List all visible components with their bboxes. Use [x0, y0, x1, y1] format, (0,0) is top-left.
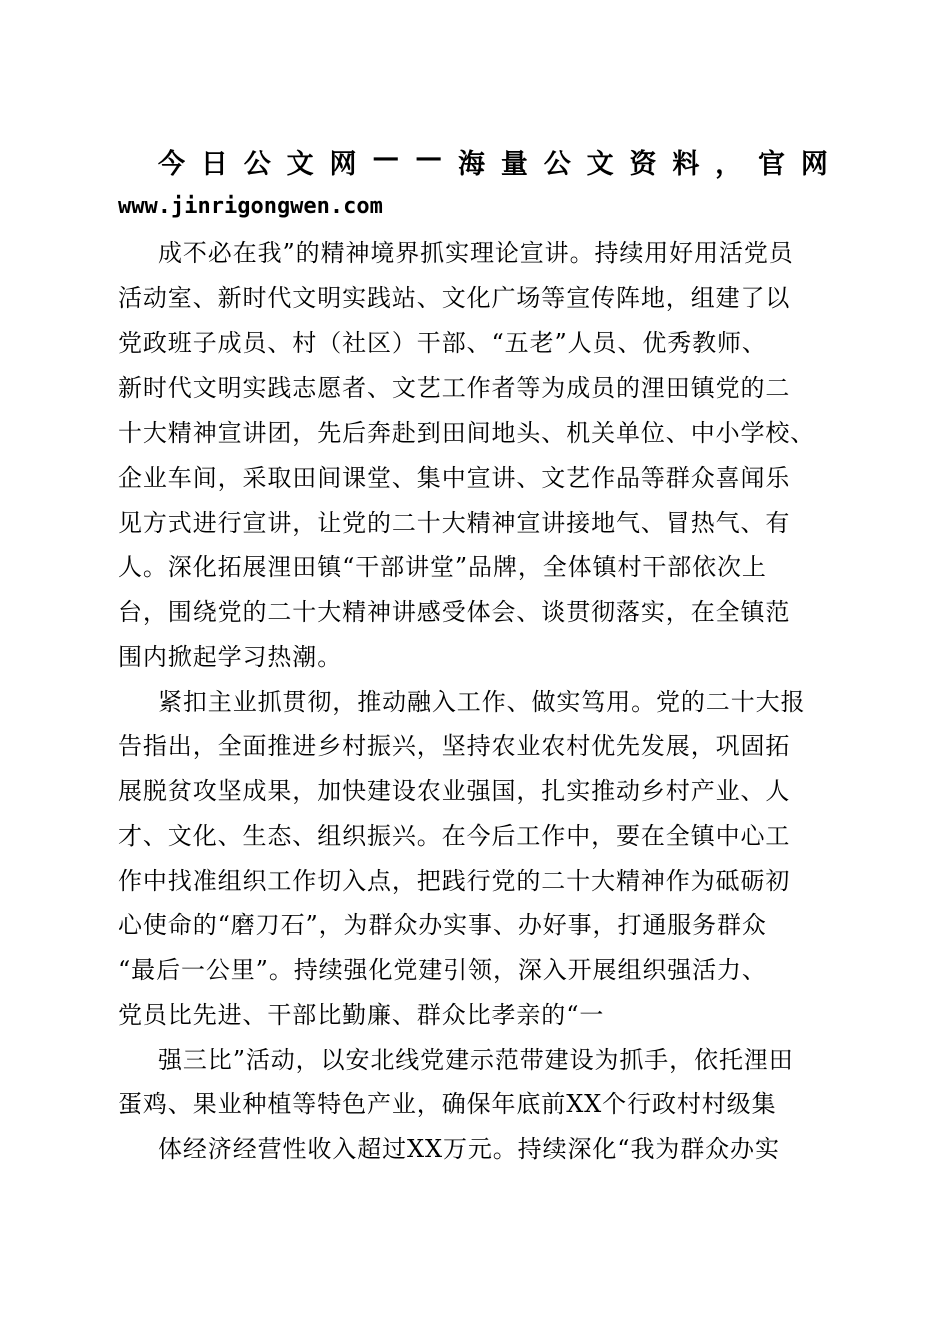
header-title-char: 官	[758, 149, 786, 180]
body-line: 作中找准组织工作切入点，把践行党的二十大精神作为砥砺初	[118, 867, 791, 895]
header-title-char: 网	[329, 149, 357, 180]
body-line: 十大精神宣讲团，先后奔赴到田间地头、机关单位、中小学校、	[118, 419, 816, 447]
body-line: 告指出，全面推进乡村振兴，坚持农业农村优先发展，巩固拓	[118, 732, 791, 760]
header-title-char: 海	[458, 149, 486, 180]
header-url: www.jinrigongwen.com	[118, 194, 383, 219]
header-title-char: 资	[629, 149, 657, 180]
header-title-char: ，	[715, 149, 743, 180]
body-line: 活动室、新时代文明实践站、文化广场等宣传阵地，组建了以	[118, 284, 791, 312]
body-line: 展脱贫攻坚成果，加快建设农业强国，扎实推动乡村产业、人	[118, 777, 791, 805]
body-line: 台，围绕党的二十大精神讲感受体会、谈贯彻落实，在全镇范	[118, 598, 791, 626]
header-title-char: —	[415, 142, 443, 173]
body-line: 强三比”活动，以安北线党建示范带建设为抓手，依托浬田	[158, 1046, 794, 1074]
body-line: 紧扣主业抓贯彻，推动融入工作、做实笃用。党的二十大报	[158, 688, 806, 716]
header-title-char: 文	[286, 149, 314, 180]
body-line: 企业车间，采取田间课堂、集中宣讲、文艺作品等群众喜闻乐	[118, 464, 791, 492]
body-line: 围内掀起学习热潮。	[118, 643, 343, 671]
header-title-char: 公	[243, 149, 271, 180]
header-title-char: 日	[200, 149, 228, 180]
header-title-char: —	[372, 142, 400, 173]
body-line: 心使命的“磨刀石”，为群众办实事、办好事，打通服务群众	[118, 911, 767, 939]
body-line: 党政班子成员、村（社区）干部、“五老”人员、优秀教师、	[118, 329, 767, 357]
header-title-char: 料	[672, 149, 700, 180]
header-title-char: 今	[158, 149, 185, 180]
body-line: 新时代文明实践志愿者、文艺工作者等为成员的浬田镇党的二	[118, 374, 791, 402]
body-line: 蛋鸡、果业种植等特色产业，确保年底前XX个行政村村级集	[118, 1090, 777, 1118]
body-line: 才、文化、生态、组织振兴。在今后工作中，要在全镇中心工	[118, 822, 791, 850]
header-title-char: 网	[800, 149, 828, 180]
header-title-char: 文	[586, 149, 614, 180]
body-line: 党员比先进、干部比勤廉、群众比孝亲的“一	[118, 1001, 605, 1029]
body-line: “最后一公里”。持续强化党建引领，深入开展组织强活力、	[118, 956, 767, 984]
header-title	[158, 142, 828, 181]
body-line: 人。深化拓展浬田镇“干部讲堂”品牌，全体镇村干部依次上	[118, 553, 767, 581]
header-title-char: 量	[500, 149, 528, 180]
header-title-char: 公	[543, 149, 571, 180]
body-line: 体经济经营性收入超过XX万元。持续深化“我为群众办实	[158, 1135, 780, 1163]
body-line: 见方式进行宣讲，让党的二十大精神宣讲接地气、冒热气、有	[118, 509, 791, 537]
body-line: 成不必在我”的精神境界抓实理论宣讲。持续用好用活党员	[158, 239, 794, 267]
